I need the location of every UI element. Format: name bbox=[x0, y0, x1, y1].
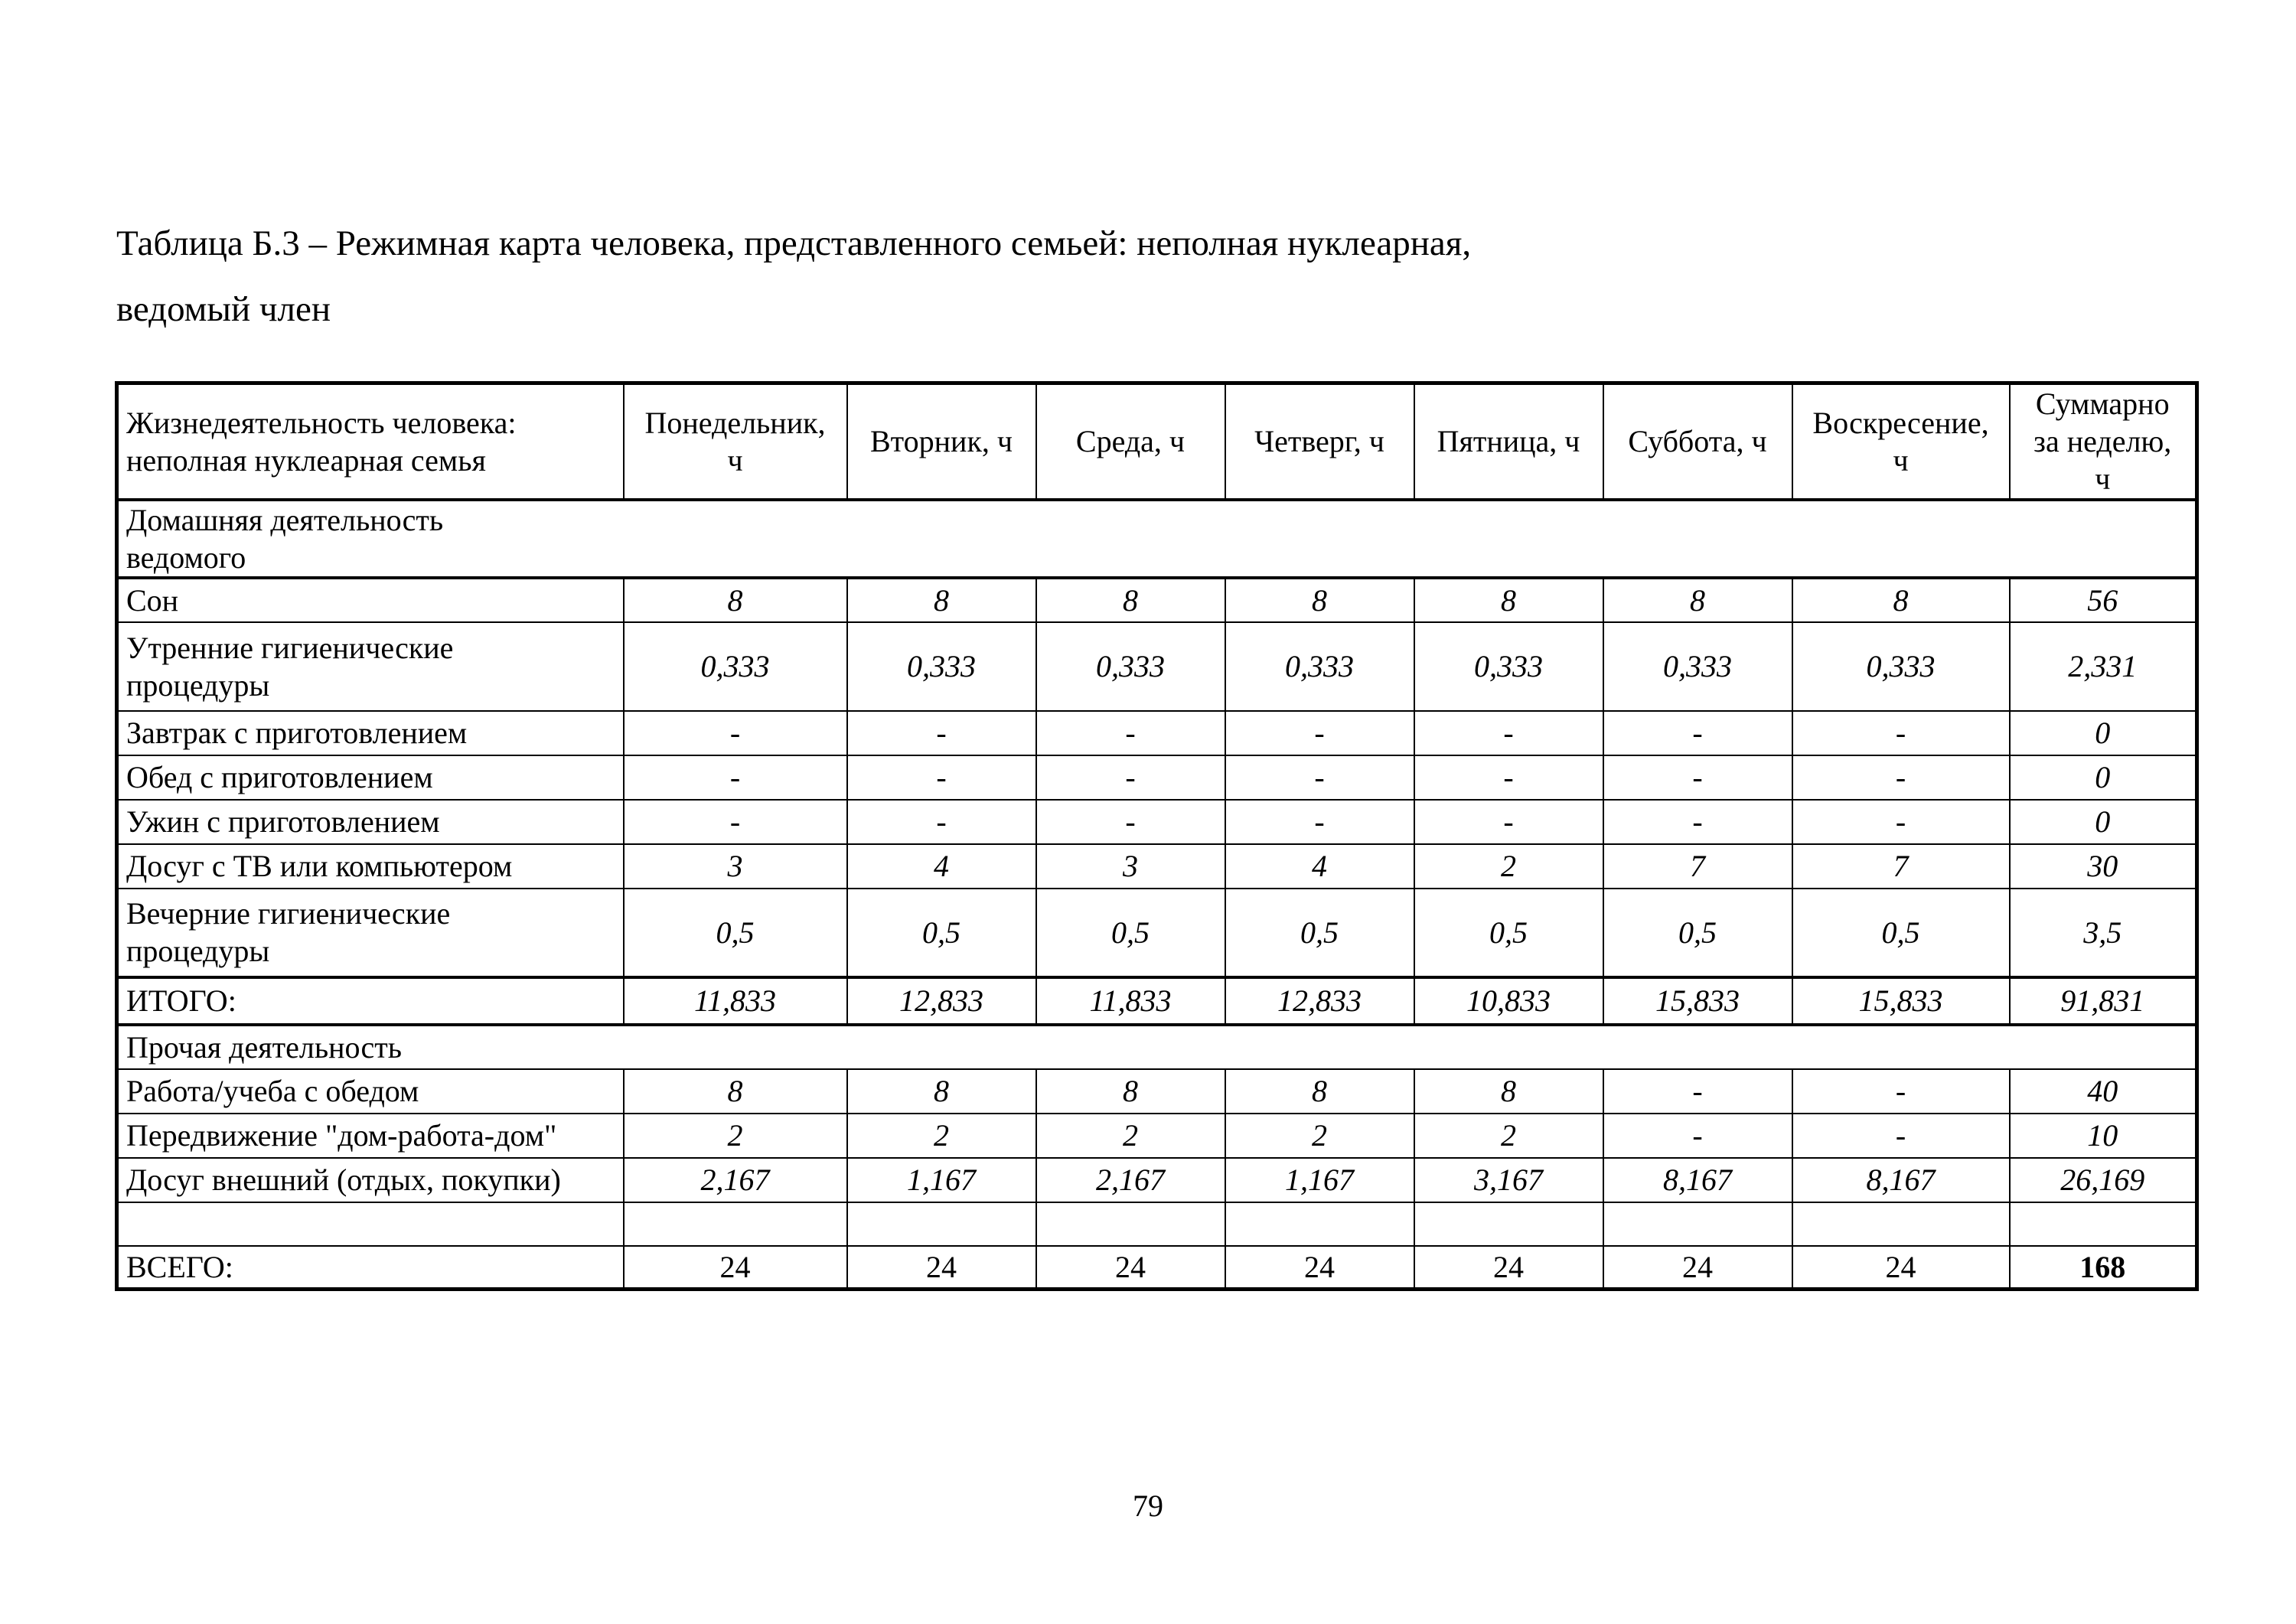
grand-total-label: ВСЕГО: bbox=[117, 1246, 624, 1290]
row-label: Завтрак с приготовлением bbox=[117, 711, 624, 755]
row-value: 0,5 bbox=[1036, 889, 1225, 977]
row-value: 10 bbox=[2010, 1114, 2197, 1158]
row-value: 8 bbox=[847, 1069, 1036, 1114]
empty-row bbox=[117, 1202, 2197, 1246]
row-value: - bbox=[1603, 1114, 1792, 1158]
subtotal-value: 12,833 bbox=[1225, 977, 1414, 1025]
row-label: Ужин с приготовлением bbox=[117, 800, 624, 844]
table-row bbox=[117, 1114, 2197, 1158]
row-value: - bbox=[847, 800, 1036, 844]
row-value: 7 bbox=[1792, 844, 2010, 889]
row-label: Досуг с ТВ или компьютером bbox=[117, 844, 624, 889]
grand-total-value: 24 bbox=[847, 1246, 1036, 1290]
row-value: 8 bbox=[847, 578, 1036, 622]
row-value: - bbox=[1225, 755, 1414, 800]
caption-line-2: ведомый член bbox=[116, 289, 331, 329]
row-value: 2,331 bbox=[2010, 622, 2197, 711]
row-value: 2 bbox=[1036, 1114, 1225, 1158]
row-value: 4 bbox=[1225, 844, 1414, 889]
grand-total-row bbox=[117, 1246, 2197, 1290]
row-value: - bbox=[1414, 755, 1603, 800]
row-value: 0,333 bbox=[1792, 622, 2010, 711]
table-row bbox=[117, 844, 2197, 889]
section-home-row bbox=[117, 500, 2197, 578]
grand-total-value: 24 bbox=[1225, 1246, 1414, 1290]
row-value: 8 bbox=[1036, 578, 1225, 622]
row-value: 8 bbox=[1225, 578, 1414, 622]
row-value: - bbox=[847, 711, 1036, 755]
row-value: 0,5 bbox=[1414, 889, 1603, 977]
subtotal-value: 11,833 bbox=[1036, 977, 1225, 1025]
row-value: - bbox=[1603, 755, 1792, 800]
row-value: 3,5 bbox=[2010, 889, 2197, 977]
row-value: 0 bbox=[2010, 711, 2197, 755]
header-friday: Пятница, ч bbox=[1414, 383, 1603, 500]
row-value: - bbox=[1225, 800, 1414, 844]
grand-total-sum: 168 bbox=[2010, 1246, 2197, 1290]
caption-line-1: Таблица Б.3 – Режимная карта человека, представленного семьей: неполная нуклеарная, bbox=[116, 223, 1472, 263]
subtotal-value: 91,831 bbox=[2010, 977, 2197, 1025]
row-value: 8 bbox=[1414, 1069, 1603, 1114]
row-value: - bbox=[1792, 755, 2010, 800]
table-row bbox=[117, 622, 2197, 711]
header-activity: Жизнедеятельность человека: неполная нуклеарная семья bbox=[117, 383, 624, 500]
header-sunday: Воскресение, ч bbox=[1792, 383, 2010, 500]
row-value: 0,333 bbox=[847, 622, 1036, 711]
row-value: 4 bbox=[847, 844, 1036, 889]
header-weekly-total: Суммарно за неделю, ч bbox=[2010, 383, 2197, 500]
header-thursday: Четверг, ч bbox=[1225, 383, 1414, 500]
section-home-label: Домашняя деятельность ведомого bbox=[117, 500, 2197, 578]
row-value: 30 bbox=[2010, 844, 2197, 889]
section-other-label: Прочая деятельность bbox=[117, 1025, 2197, 1069]
grand-total-value: 24 bbox=[624, 1246, 847, 1290]
subtotal-row bbox=[117, 977, 2197, 1025]
subtotal-value: 11,833 bbox=[624, 977, 847, 1025]
row-value: - bbox=[1792, 1069, 2010, 1114]
row-value: 0,5 bbox=[624, 889, 847, 977]
page-number: 79 bbox=[1133, 1489, 1163, 1523]
subtotal-value: 15,833 bbox=[1792, 977, 2010, 1025]
row-value: 2 bbox=[1225, 1114, 1414, 1158]
row-value: 8 bbox=[1225, 1069, 1414, 1114]
table-row bbox=[117, 711, 2197, 755]
row-value: - bbox=[624, 711, 847, 755]
row-value: 2 bbox=[1414, 844, 1603, 889]
row-value: - bbox=[1414, 711, 1603, 755]
table-row bbox=[117, 800, 2197, 844]
row-value: - bbox=[1792, 800, 2010, 844]
row-value: - bbox=[1036, 711, 1225, 755]
row-value: 1,167 bbox=[1225, 1158, 1414, 1202]
row-value: 3,167 bbox=[1414, 1158, 1603, 1202]
header-monday: Понедельник, ч bbox=[624, 383, 847, 500]
row-value: 8 bbox=[624, 578, 847, 622]
row-value: 0,333 bbox=[1603, 622, 1792, 711]
row-value: 2 bbox=[847, 1114, 1036, 1158]
schedule-table bbox=[115, 381, 2199, 1291]
row-value: 56 bbox=[2010, 578, 2197, 622]
table-caption bbox=[116, 210, 2183, 342]
grand-total-value: 24 bbox=[1603, 1246, 1792, 1290]
subtotal-value: 10,833 bbox=[1414, 977, 1603, 1025]
row-value: 26,169 bbox=[2010, 1158, 2197, 1202]
row-label: Работа/учеба с обедом bbox=[117, 1069, 624, 1114]
row-value: - bbox=[1036, 800, 1225, 844]
row-value: - bbox=[1225, 711, 1414, 755]
row-value: 2,167 bbox=[624, 1158, 847, 1202]
row-value: 8 bbox=[1414, 578, 1603, 622]
header-saturday: Суббота, ч bbox=[1603, 383, 1792, 500]
row-value: 0,5 bbox=[1603, 889, 1792, 977]
row-value: 1,167 bbox=[847, 1158, 1036, 1202]
row-value: - bbox=[1603, 711, 1792, 755]
subtotal-label: ИТОГО: bbox=[117, 977, 624, 1025]
table-row bbox=[117, 755, 2197, 800]
row-value: 2 bbox=[624, 1114, 847, 1158]
section-other-row bbox=[117, 1025, 2197, 1069]
row-value: 7 bbox=[1603, 844, 1792, 889]
row-value: 0 bbox=[2010, 755, 2197, 800]
row-value: 8 bbox=[1036, 1069, 1225, 1114]
header-wednesday: Среда, ч bbox=[1036, 383, 1225, 500]
row-value: - bbox=[1603, 800, 1792, 844]
grand-total-value: 24 bbox=[1792, 1246, 2010, 1290]
row-value: - bbox=[1792, 1114, 2010, 1158]
header-tuesday: Вторник, ч bbox=[847, 383, 1036, 500]
row-value: 2 bbox=[1414, 1114, 1603, 1158]
row-value: - bbox=[1603, 1069, 1792, 1114]
row-value: 0,333 bbox=[1414, 622, 1603, 711]
row-value: 3 bbox=[624, 844, 847, 889]
row-value: 0,333 bbox=[1036, 622, 1225, 711]
row-value: - bbox=[1792, 711, 2010, 755]
subtotal-value: 15,833 bbox=[1603, 977, 1792, 1025]
row-value: - bbox=[1036, 755, 1225, 800]
row-value: 8,167 bbox=[1792, 1158, 2010, 1202]
row-label: Передвижение "дом-работа-дом" bbox=[117, 1114, 624, 1158]
table-row bbox=[117, 889, 2197, 977]
row-value: 8 bbox=[1603, 578, 1792, 622]
row-value: 0 bbox=[2010, 800, 2197, 844]
row-value: - bbox=[847, 755, 1036, 800]
row-value: 0,333 bbox=[624, 622, 847, 711]
row-label: Вечерние гигиенические процедуры bbox=[117, 889, 624, 977]
row-label: Обед с приготовлением bbox=[117, 755, 624, 800]
row-value: 8 bbox=[1792, 578, 2010, 622]
subtotal-value: 12,833 bbox=[847, 977, 1036, 1025]
row-value: 0,5 bbox=[1225, 889, 1414, 977]
row-label: Утренние гигиенические процедуры bbox=[117, 622, 624, 711]
table-row bbox=[117, 1069, 2197, 1114]
table-row bbox=[117, 1158, 2197, 1202]
row-value: - bbox=[624, 755, 847, 800]
table-row bbox=[117, 578, 2197, 622]
row-value: 0,5 bbox=[847, 889, 1036, 977]
grand-total-value: 24 bbox=[1414, 1246, 1603, 1290]
row-label: Сон bbox=[117, 578, 624, 622]
row-value: 0,5 bbox=[1792, 889, 2010, 977]
grand-total-value: 24 bbox=[1036, 1246, 1225, 1290]
row-value: 0,333 bbox=[1225, 622, 1414, 711]
row-value: - bbox=[1414, 800, 1603, 844]
row-value: 40 bbox=[2010, 1069, 2197, 1114]
row-value: 3 bbox=[1036, 844, 1225, 889]
row-value: 2,167 bbox=[1036, 1158, 1225, 1202]
row-label: Досуг внешний (отдых, покупки) bbox=[117, 1158, 624, 1202]
header-row bbox=[117, 383, 2197, 500]
row-value: 8,167 bbox=[1603, 1158, 1792, 1202]
row-value: 8 bbox=[624, 1069, 847, 1114]
row-value: - bbox=[624, 800, 847, 844]
